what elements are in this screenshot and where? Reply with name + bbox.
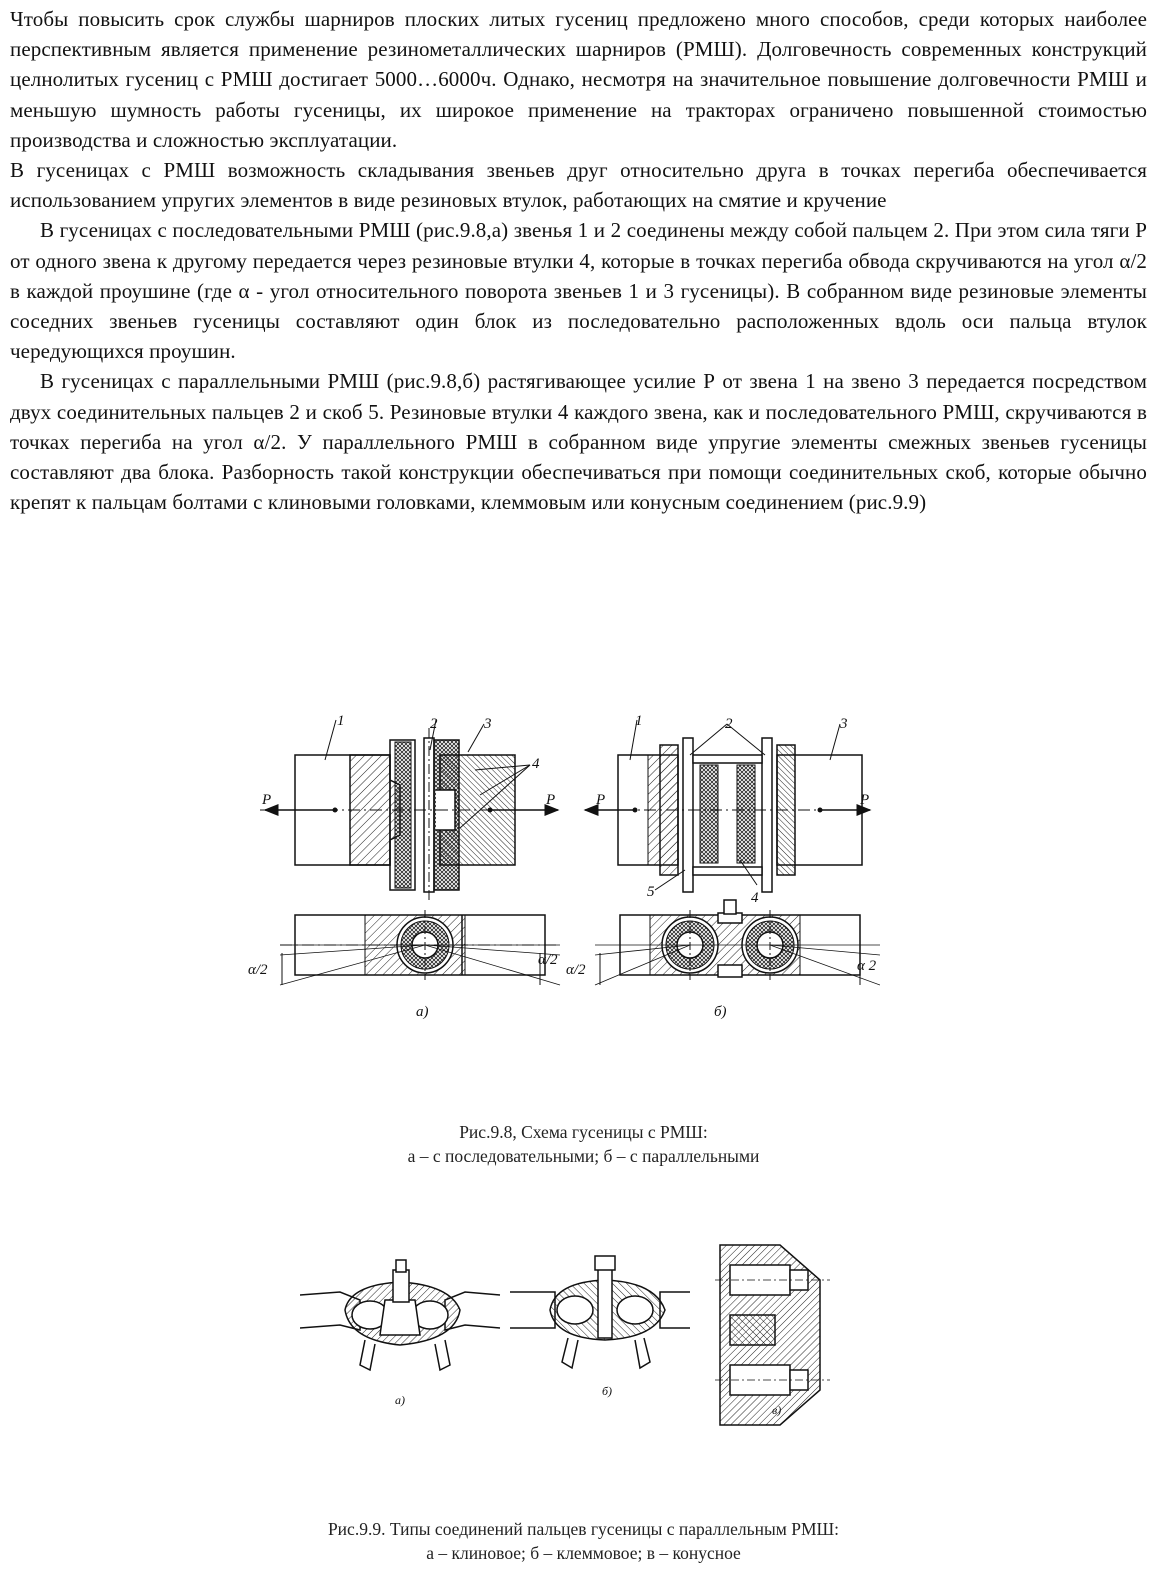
fig98b-sublabel: б) <box>714 1004 727 1020</box>
fig98b-label-2: 2 <box>725 716 733 732</box>
figure-9-9-drawing <box>300 1240 860 1430</box>
fig98b-angle-left: α/2 <box>566 962 586 978</box>
figure-9-8-caption-line-2: а – с последовательными; б – с параллельными <box>407 1146 760 1166</box>
fig98a-angle-left: α/2 <box>248 962 268 978</box>
fig98b-force-left: P <box>596 792 606 808</box>
figure-9-8 <box>240 710 880 1030</box>
fig98a-label-1: 1 <box>337 713 345 729</box>
fig98a-angle-right: α/2 <box>538 952 558 968</box>
fig98b-label-5: 5 <box>647 884 655 900</box>
fig98b-label-3: 3 <box>840 716 848 732</box>
figure-9-9c-conical <box>715 1245 830 1425</box>
figure-9-8a-plan-view <box>260 720 560 900</box>
figure-9-9-caption <box>0 1517 1167 1565</box>
paragraph-1: Чтобы повысить срок службы шарниров плоских литых гусениц предложено много способов, среди которых наиболее перспективным является применение резинометаллических шарниров (РМШ). Долговечность современных конструкций целнолитых гусениц с РМШ достигает 5000…6000ч. Однако, несмотря на значительное повышение долговечности РМШ и меньшую шумность работы гусеницы, их широкое применение на тракторах ограничено повышенной стоимостью производства и сложностью эксплуатации. <box>10 7 1147 152</box>
figure-9-8a-side-view <box>280 910 560 985</box>
figure-9-8-drawing <box>240 710 880 1030</box>
fig98a-label-4: 4 <box>532 756 540 772</box>
fig98b-label-4: 4 <box>751 890 759 906</box>
fig98a-label-2: 2 <box>430 716 438 732</box>
figure-9-9b-clamp <box>510 1256 690 1368</box>
fig98a-sublabel: а) <box>416 1004 429 1020</box>
figure-9-9-caption-line-2: а – клиновое; б – клеммовое; в – конусное <box>426 1543 741 1563</box>
fig98b-angle-right: α 2 <box>857 958 877 974</box>
fig99a-sublabel: а) <box>395 1393 405 1407</box>
figure-9-8b-plan-view <box>585 720 870 892</box>
figure-9-9 <box>300 1240 860 1430</box>
fig98b-force-right: P <box>860 792 870 808</box>
figure-9-9-caption-line-1: Рис.9.9. Типы соединений пальцев гусеницы с параллельным РМШ: <box>327 1519 840 1539</box>
fig98a-force-left: P <box>262 792 272 808</box>
figure-9-8-caption-line-1: Рис.9.8, Схема гусеницы с РМШ: <box>459 1122 708 1142</box>
figure-9-8b-side-view <box>595 900 880 985</box>
fig99c-sublabel: в) <box>772 1403 782 1417</box>
fig98a-force-right: P <box>546 792 556 808</box>
fig99b-sublabel: б) <box>602 1384 613 1398</box>
paragraph-3: В гусеницах с последовательными РМШ (рис.9.8,а) звенья 1 и 2 соединены между собой пальцем 2. При этом сила тяги Р от одного звена к другому передается через резиновые втулки 4, которые в точках перегиба обвода скручиваются на угол α/2 в каждой проушине (где α - угол относительного поворота звеньев 1 и 3 гусеницы). В собранном виде резиновые элементы соседних звеньев гусеницы составляют один блок из последовательно расположенных вдоль оси пальца втулок чередующихся проушин. <box>10 218 1147 364</box>
body-text <box>10 4 1147 517</box>
paragraph-2: В гусеницах с РМШ возможность складывания звеньев друг относительно друга в точках перегиба обеспечивается использованием упругих элементов в виде резиновых втулок, работающих на смятие и кручение <box>10 158 1147 213</box>
figure-9-9a-wedge <box>300 1260 500 1370</box>
fig98a-label-3: 3 <box>484 716 492 732</box>
paragraph-4: В гусеницах с параллельными РМШ (рис.9.8,б) растягивающее усилие Р от звена 1 на звено 3 передается посредством двух соединительных пальцев 2 и скоб 5. Резиновые втулки 4 каждого звена, как и последовательного РМШ, скручиваются в точках перегиба на угол α/2. У параллельного РМШ в собранном виде упругие элементы смежных звеньев гусеницы составляют два блока. Разборность такой конструкции обеспечиваться при помощи соединительных скоб, которые обычно крепят к пальцам болтами с клиновыми головками, клеммовым или конусным соединением (рис.9.9) <box>10 369 1147 515</box>
figure-9-8-caption <box>0 1120 1167 1168</box>
fig98b-label-1: 1 <box>635 713 643 729</box>
